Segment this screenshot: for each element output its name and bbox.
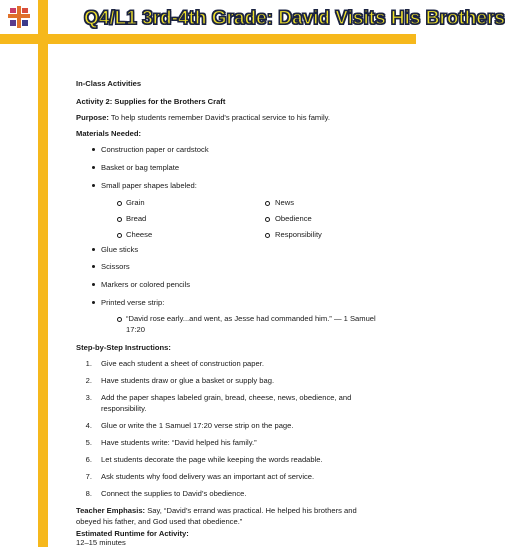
sub-bullet-icon [265, 233, 270, 238]
sub-bullet-icon [117, 217, 122, 222]
sub-bullet-icon [265, 201, 270, 206]
step-number: 7. [85, 472, 92, 481]
step-number: 2. [85, 376, 92, 385]
bullet-icon [92, 301, 95, 304]
steps-heading: Step-by-Step Instructions: [76, 343, 171, 352]
bullet-icon [92, 148, 95, 151]
activity-heading: Activity 2: Supplies for the Brothers Craft [76, 97, 226, 106]
runtime-label: Estimated Runtime for Activity: [76, 529, 189, 538]
list-item: Grain [126, 198, 145, 207]
list-item: Construction paper or cardstock [101, 145, 209, 154]
page-title: Q4/L1 3rd-4th Grade: David Visits His Brothers [84, 8, 505, 29]
step-text: Have students draw or glue a basket or supply bag. [101, 376, 275, 385]
step-text: Let students decorate the page while keeping the words readable. [101, 455, 323, 464]
step-text: Connect the supplies to David’s obedience. [101, 489, 247, 498]
purpose-label: Purpose: [76, 113, 109, 122]
list-item: Printed verse strip: [101, 298, 165, 307]
list-item: Glue sticks [101, 245, 139, 254]
step-number: 5. [85, 438, 92, 447]
runtime-value: 12–15 minutes [76, 538, 126, 547]
bullet-icon [92, 248, 95, 251]
list-item: Scissors [101, 262, 130, 271]
sub-bullet-icon [117, 233, 122, 238]
cross-logo-icon [6, 4, 32, 30]
bullet-icon [92, 184, 95, 187]
emphasis-block [76, 505, 357, 527]
materials-heading: Materials Needed: [76, 129, 141, 138]
step-text: Give each student a sheet of construction paper. [101, 359, 264, 368]
bullet-icon [92, 265, 95, 268]
step-text: Glue or write the 1 Samuel 17:20 verse strip on the page. [101, 421, 294, 430]
purpose-line [76, 112, 330, 123]
sub-bullet-icon [117, 317, 122, 322]
list-item: Bread [126, 214, 147, 223]
emphasis-line-2: obeyed his father, and God used that obedience.” [76, 517, 243, 526]
step-text: Add the paper shapes labeled grain, bread, cheese, news, obedience, and [101, 393, 352, 402]
verse-line-1: “David rose early...and went, as Jesse had commanded him.” — 1 Samuel [126, 314, 376, 323]
bullet-icon [92, 166, 95, 169]
emphasis-line-1 [76, 505, 357, 516]
bullet-icon [92, 283, 95, 286]
sub-bullet-icon [117, 201, 122, 206]
verse-line-2: 17:20 [126, 325, 146, 334]
step-text-continued: responsibility. [101, 404, 147, 413]
list-item: Obedience [275, 214, 312, 223]
step-number: 1. [85, 359, 92, 368]
step-text: Ask students why food delivery was an important act of service. [101, 472, 315, 481]
document-page [56, 52, 396, 512]
step-number: 3. [85, 393, 92, 402]
runtime-block [76, 530, 189, 538]
list-item: News [275, 198, 294, 207]
purpose-text: To help students remember David's practical service to his family. [108, 113, 330, 122]
section-heading: In-Class Activities [76, 79, 142, 88]
sub-bullet-icon [265, 217, 270, 222]
list-item: Responsibility [275, 230, 322, 239]
cross-bar-vertical [38, 0, 48, 547]
emphasis-label: Teacher Emphasis: [76, 506, 146, 515]
step-number: 8. [85, 489, 92, 498]
list-item: Basket or bag template [101, 163, 180, 172]
step-number: 4. [85, 421, 92, 430]
list-item: Cheese [126, 230, 153, 239]
list-item: Markers or colored pencils [101, 280, 191, 289]
list-item: Small paper shapes labeled: [101, 181, 197, 190]
emphasis-text: Say, “David’s errand was practical. He helped his brothers and [145, 506, 357, 515]
step-number: 6. [85, 455, 92, 464]
step-text: Have students write: “David helped his family.” [101, 438, 257, 447]
